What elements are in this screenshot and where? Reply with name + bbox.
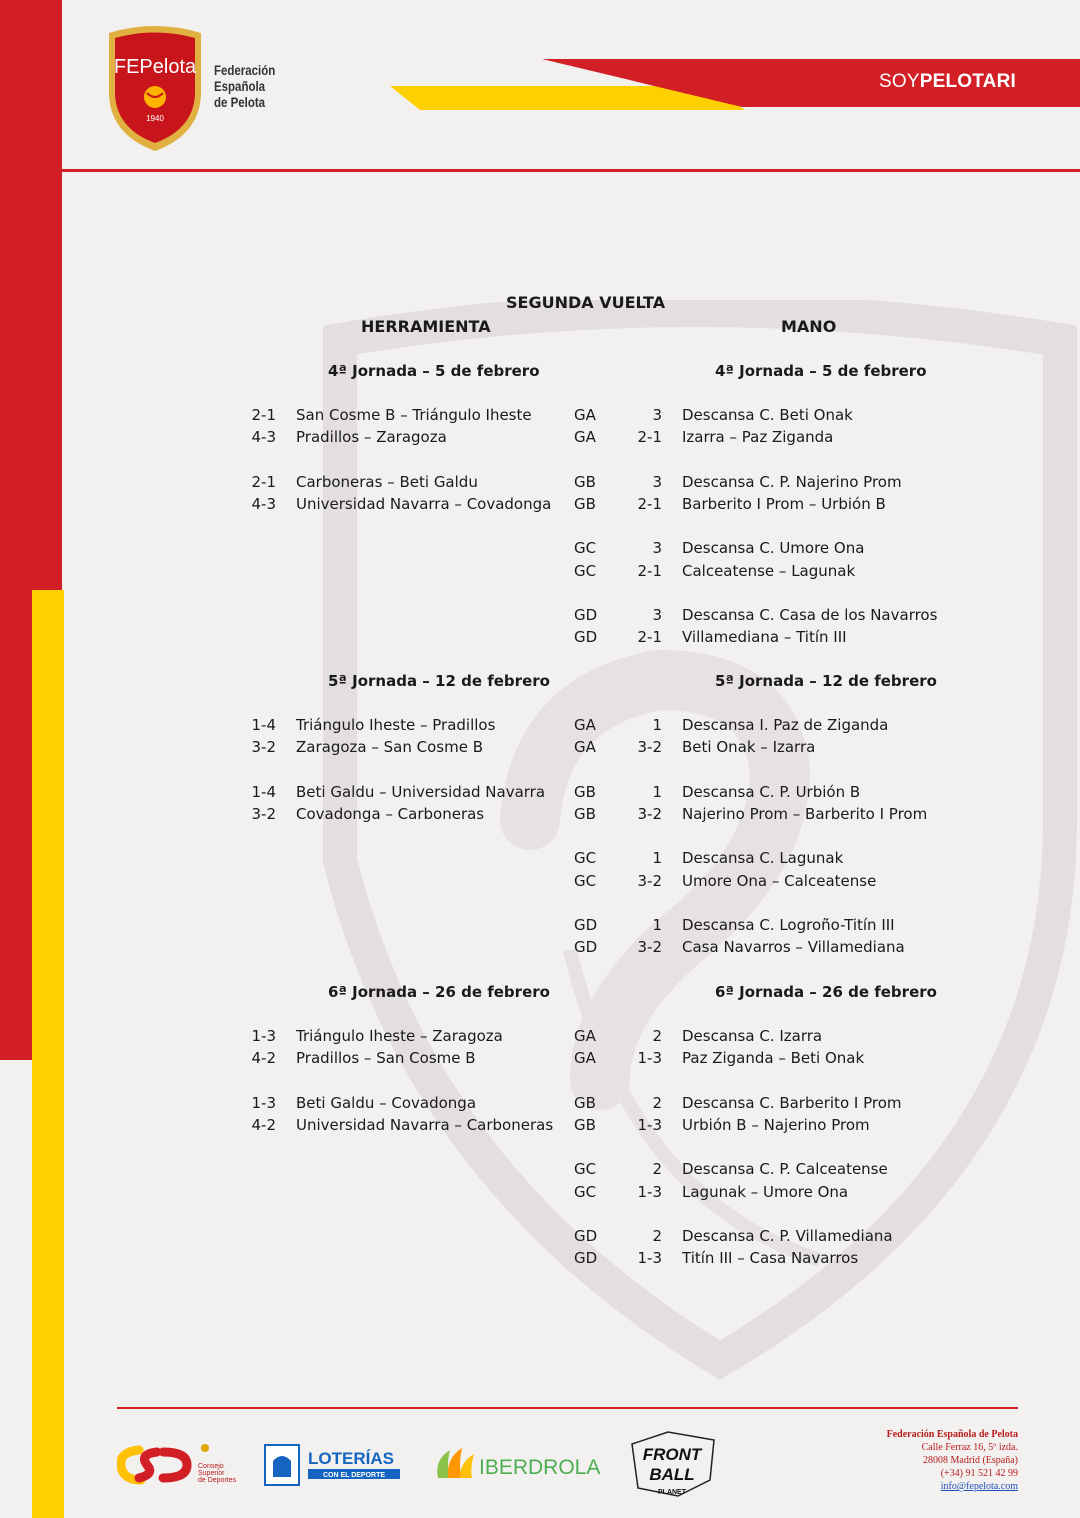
header-divider	[62, 169, 1080, 172]
group-label: GB	[574, 805, 596, 823]
mano-match: Descansa C. Logroño-Titín III	[682, 916, 895, 934]
group-label: GB	[574, 1094, 596, 1112]
loterias-logo	[264, 1443, 404, 1487]
group-label: GD	[574, 606, 598, 624]
iberdrola-logo	[432, 1444, 602, 1484]
mano-round-number: 2	[652, 1094, 662, 1112]
herramienta-round-number: 3-2	[251, 738, 276, 756]
jornada-heading-herramienta: 5ª Jornada – 12 de febrero	[328, 672, 550, 690]
herramienta-round-number: 1-3	[251, 1094, 276, 1112]
mano-round-number: 3-2	[637, 805, 662, 823]
mano-round-number: 2	[652, 1227, 662, 1245]
iberdrola-text: IBERDROLA	[479, 1456, 601, 1479]
mano-round-number: 2-1	[637, 495, 662, 513]
address-street: Calle Ferraz 16, 5º izda.	[921, 1442, 1018, 1453]
group-label: GC	[574, 1160, 597, 1178]
address-phone: (+34) 91 521 42 99	[940, 1468, 1018, 1479]
loterias-text: LOTERÍAS	[308, 1449, 394, 1468]
mano-round-number: 1	[652, 916, 662, 934]
mano-match: Descansa C. Casa de los Navarros	[682, 606, 938, 624]
mano-match: Urbión B – Najerino Prom	[682, 1116, 870, 1134]
mano-match: Lagunak – Umore Ona	[682, 1183, 849, 1201]
mano-match: Najerino Prom – Barberito I Prom	[682, 805, 928, 823]
mano-round-number: 1	[652, 783, 662, 801]
mano-round-number: 1-3	[637, 1249, 662, 1267]
logo-year: 1940	[146, 114, 164, 123]
herramienta-round-number: 2-1	[251, 473, 276, 491]
mano-round-number: 1-3	[637, 1049, 662, 1067]
mano-round-number: 1-3	[637, 1183, 662, 1201]
herramienta-round-number: 4-2	[251, 1049, 276, 1067]
group-label: GB	[574, 1116, 596, 1134]
herramienta-match: Universidad Navarra – Carboneras	[296, 1116, 554, 1134]
mano-match: Descansa C. Barberito I Prom	[682, 1094, 902, 1112]
footer-divider	[117, 1407, 1018, 1409]
mano-match: Descansa C. Lagunak	[682, 849, 844, 867]
herramienta-match: Pradillos – Zaragoza	[296, 428, 447, 446]
address-city: 28008 Madrid (España)	[923, 1455, 1018, 1466]
herramienta-match: Triángulo Iheste – Zaragoza	[296, 1027, 503, 1045]
frontball-text: PLANET	[658, 1489, 686, 1496]
herramienta-match: Beti Galdu – Covadonga	[296, 1094, 477, 1112]
mano-round-number: 3-2	[637, 872, 662, 890]
herramienta-match: Universidad Navarra – Covadonga	[296, 495, 552, 513]
group-label: GA	[574, 406, 596, 424]
herramienta-round-number: 4-2	[251, 1116, 276, 1134]
mano-match: Izarra – Paz Ziganda	[682, 428, 834, 446]
federation-name	[214, 62, 275, 110]
herramienta-match: Beti Galdu – Universidad Navarra	[296, 783, 546, 801]
mano-round-number: 2	[652, 1027, 662, 1045]
mano-round-number: 1-3	[637, 1116, 662, 1134]
mano-match: Descansa C. P. Najerino Prom	[682, 473, 902, 491]
jornada-heading-mano: 4ª Jornada – 5 de febrero	[715, 362, 927, 380]
mano-match: Barberito I Prom – Urbión B	[682, 495, 886, 513]
jornada-heading-mano: 6ª Jornada – 26 de febrero	[715, 983, 937, 1001]
herramienta-round-number: 4-3	[251, 428, 276, 446]
federation-name-line: de Pelota	[214, 94, 266, 110]
brand-prefix: SOY	[879, 71, 920, 92]
csd-text: Consejo	[198, 1463, 224, 1470]
fepelota-logo	[105, 25, 205, 153]
herramienta-match: Covadonga – Carboneras	[296, 805, 485, 823]
herramienta-round-number: 1-4	[251, 716, 276, 734]
mano-match: Paz Ziganda – Beti Onak	[682, 1049, 865, 1067]
herramienta-round-number: 2-1	[251, 406, 276, 424]
group-label: GC	[574, 1183, 597, 1201]
herramienta-match: Zaragoza – San Cosme B	[296, 738, 483, 756]
federation-address	[887, 1428, 1018, 1493]
page-title: SEGUNDA VUELTA	[506, 293, 666, 312]
csd-text: Superior	[198, 1470, 225, 1477]
mano-match: Titín III – Casa Navarros	[682, 1249, 859, 1267]
herramienta-round-number: 1-4	[251, 783, 276, 801]
mano-round-number: 3-2	[637, 738, 662, 756]
mano-match: Beti Onak – Izarra	[682, 738, 816, 756]
mano-round-number: 3-2	[637, 938, 662, 956]
mano-match: Descansa C. Beti Onak	[682, 406, 853, 424]
mano-match: Casa Navarros – Villamediana	[682, 938, 905, 956]
mano-match: Villamediana – Titín III	[682, 628, 847, 646]
mano-round-number: 3	[652, 406, 662, 424]
left-yellow-stripe	[32, 590, 64, 1518]
group-label: GA	[574, 716, 596, 734]
group-label: GC	[574, 872, 597, 890]
federation-name-line: Federación	[214, 62, 276, 78]
herramienta-match: Carboneras – Beti Galdu	[296, 473, 478, 491]
herramienta-round-number: 1-3	[251, 1027, 276, 1045]
group-label: GD	[574, 1227, 598, 1245]
logo-text: FEPelota	[113, 56, 197, 78]
group-label: GC	[574, 562, 597, 580]
herramienta-match: Pradillos – San Cosme B	[296, 1049, 476, 1067]
group-label: GD	[574, 916, 598, 934]
group-label: GA	[574, 738, 596, 756]
address-org: Federación Española de Pelota	[886, 1429, 1018, 1440]
frontball-text: BALL	[649, 1465, 695, 1484]
mano-round-number: 1	[652, 849, 662, 867]
jornada-heading-mano: 5ª Jornada – 12 de febrero	[715, 672, 937, 690]
mano-match: Descansa C. P. Villamediana	[682, 1227, 893, 1245]
group-label: GB	[574, 783, 596, 801]
address-email[interactable]: info@fepelota.com	[940, 1481, 1018, 1492]
frontball-logo	[628, 1430, 718, 1502]
federation-name-line: Española	[214, 78, 266, 94]
jornada-heading-herramienta: 4ª Jornada – 5 de febrero	[328, 362, 540, 380]
group-label: GB	[574, 495, 596, 513]
brand-suffix: PELOTARI	[919, 71, 1016, 92]
mano-round-number: 2-1	[637, 562, 662, 580]
group-label: GB	[574, 473, 596, 491]
group-label: GC	[574, 539, 597, 557]
mano-match: Descansa C. P. Urbión B	[682, 783, 861, 801]
mano-round-number: 2-1	[637, 428, 662, 446]
csd-logo	[117, 1440, 247, 1490]
mano-match: Descansa C. Izarra	[682, 1027, 823, 1045]
mano-match: Calceatense – Lagunak	[682, 562, 856, 580]
csd-text: de Deportes	[198, 1477, 237, 1484]
herramienta-match: Triángulo Iheste – Pradillos	[296, 716, 496, 734]
herramienta-match: San Cosme B – Triángulo Iheste	[296, 406, 532, 424]
mano-match: Descansa C. Umore Ona	[682, 539, 865, 557]
column-heading-herramienta: HERRAMIENTA	[361, 317, 491, 336]
jornada-heading-herramienta: 6ª Jornada – 26 de febrero	[328, 983, 550, 1001]
mano-match: Umore Ona – Calceatense	[682, 872, 877, 890]
column-heading-mano: MANO	[781, 317, 837, 336]
mano-match: Descansa C. P. Calceatense	[682, 1160, 888, 1178]
group-label: GC	[574, 849, 597, 867]
group-label: GA	[574, 1049, 596, 1067]
loterias-sub: CON EL DEPORTE	[322, 1472, 386, 1479]
herramienta-round-number: 4-3	[251, 495, 276, 513]
group-label: GA	[574, 1027, 596, 1045]
mano-round-number: 2	[652, 1160, 662, 1178]
mano-round-number: 2-1	[637, 628, 662, 646]
brand-soypelotari	[879, 71, 1016, 93]
frontball-text: FRONT	[642, 1445, 702, 1464]
group-label: GA	[574, 428, 596, 446]
mano-match: Descansa I. Paz de Ziganda	[682, 716, 889, 734]
group-label: GD	[574, 938, 598, 956]
mano-round-number: 1	[652, 716, 662, 734]
mano-round-number: 3	[652, 539, 662, 557]
group-label: GD	[574, 1249, 598, 1267]
herramienta-round-number: 3-2	[251, 805, 276, 823]
mano-round-number: 3	[652, 606, 662, 624]
group-label: GD	[574, 628, 598, 646]
mano-round-number: 3	[652, 473, 662, 491]
